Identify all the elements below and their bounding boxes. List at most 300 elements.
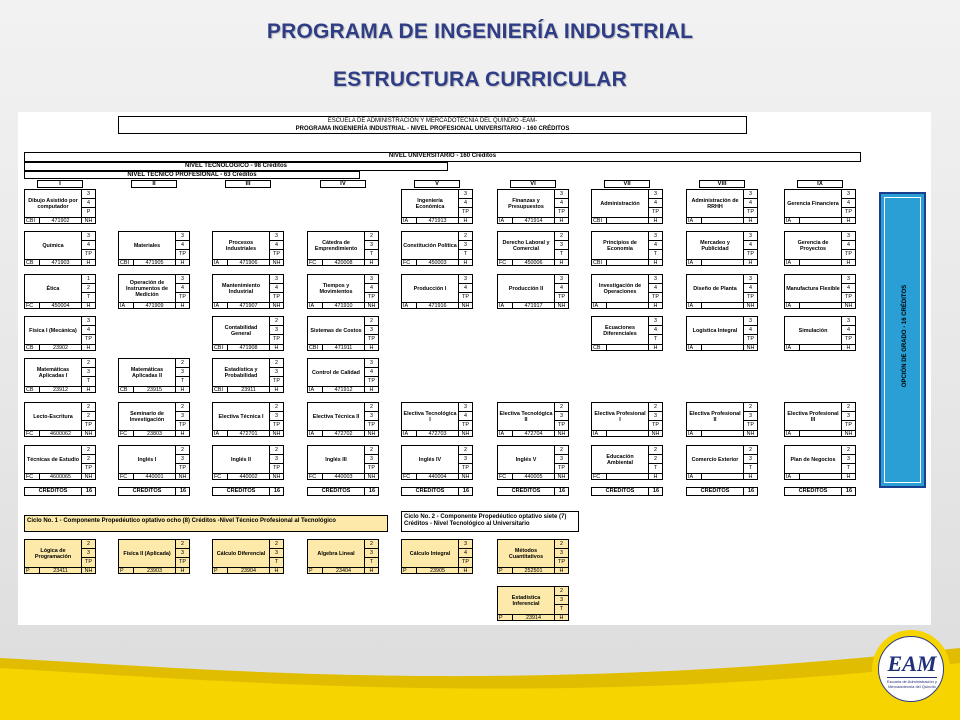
- course-hours: 4: [176, 284, 189, 293]
- course-footer: [308, 386, 378, 393]
- course-code: 4600062: [39, 431, 81, 437]
- course-box: [118, 274, 190, 309]
- course-modality: T: [559, 251, 564, 257]
- course-code: 471916: [416, 303, 458, 309]
- course-type: NH: [554, 303, 568, 309]
- course-area: CB: [26, 387, 34, 393]
- course-name: Electiva Técnica II: [312, 413, 360, 420]
- course-values: [648, 232, 662, 259]
- course-box: [24, 402, 96, 437]
- course-box: [401, 445, 473, 480]
- course-type: NH: [81, 218, 95, 224]
- course-credits: 3: [744, 232, 757, 241]
- course-hours: 4: [842, 326, 855, 335]
- semester-header-II: II: [131, 180, 177, 188]
- course-footer: [402, 302, 472, 309]
- course-modality: TP: [652, 422, 659, 428]
- course-area: P: [499, 568, 503, 574]
- course-values: [81, 540, 95, 567]
- course-footer: [308, 302, 378, 309]
- course-name: Algebra Lineal: [317, 550, 355, 557]
- course-code: [701, 218, 743, 224]
- course-values: [458, 446, 472, 473]
- course-values: [269, 540, 283, 567]
- course-box: [784, 189, 856, 224]
- course-area: IA: [786, 345, 792, 351]
- course-values: [81, 232, 95, 259]
- course-modality: TP: [179, 251, 186, 257]
- course-box: [497, 189, 569, 224]
- course-area: IA: [309, 387, 315, 393]
- course-name: Técnicas de Estudio: [26, 456, 80, 463]
- semester-header-VIII: VIII: [699, 180, 745, 188]
- course-box: [24, 445, 96, 480]
- course-hours: 4: [82, 199, 95, 208]
- course-values: [743, 232, 757, 259]
- course-values: [743, 317, 757, 344]
- course-name: Logística Integral: [692, 327, 738, 334]
- course-footer: [213, 473, 283, 480]
- credits-value: 16: [554, 488, 569, 495]
- course-code: 450004: [39, 303, 81, 309]
- course-credits: 2: [555, 540, 568, 549]
- course-name: Electiva Profesional III: [787, 410, 839, 423]
- course-box: [591, 189, 663, 224]
- ciclo1-banner: Ciclo No. 1 - Componente Propedéutico optativo ocho (8) Créditos -Nivel Técnico Profesional al Tecnológico: [24, 515, 388, 532]
- course-area: IA: [214, 260, 220, 266]
- course-footer: [25, 302, 95, 309]
- course-name: Dibujo Asistido por computador: [28, 197, 78, 210]
- course-values: [743, 190, 757, 217]
- course-credits: 2: [82, 359, 95, 368]
- course-type: H: [841, 345, 855, 351]
- course-hours: 4: [842, 284, 855, 293]
- course-hours: 4: [270, 241, 283, 250]
- course-footer: [592, 430, 662, 437]
- course-code: 471902: [39, 218, 81, 224]
- course-name: Investigación de Operaciones: [598, 282, 642, 295]
- course-area: IA: [214, 303, 220, 309]
- level-universitario: NIVEL UNIVERSITARIO - 160 Créditos: [24, 152, 861, 162]
- credits-value: 16: [81, 488, 96, 495]
- course-type: H: [554, 615, 568, 621]
- course-values: [175, 275, 189, 302]
- credits-cell: [497, 487, 569, 496]
- course-type: H: [458, 218, 472, 224]
- course-credits: 3: [459, 190, 472, 199]
- course-footer: [785, 259, 855, 266]
- course-area: IA: [688, 303, 694, 309]
- course-name: Cálculo Diferencial: [216, 550, 266, 557]
- course-code: [701, 260, 743, 266]
- course-type: NH: [364, 431, 378, 437]
- course-hours: 4: [744, 241, 757, 250]
- course-type: NH: [554, 474, 568, 480]
- course-footer: [119, 302, 189, 309]
- course-credits: 3: [744, 317, 757, 326]
- course-values: [648, 317, 662, 344]
- course-hours: 3: [365, 455, 378, 464]
- course-modality: T: [653, 465, 658, 471]
- course-footer: [498, 567, 568, 574]
- course-values: [554, 446, 568, 473]
- course-modality: T: [180, 378, 185, 384]
- course-credits: 2: [176, 403, 189, 412]
- course-code: 23912: [39, 387, 81, 393]
- course-footer: [498, 430, 568, 437]
- course-code: [799, 260, 841, 266]
- course-hours: 4: [649, 284, 662, 293]
- eam-logo: [872, 630, 950, 708]
- course-area: FC: [403, 474, 411, 480]
- credits-cell: [686, 487, 758, 496]
- course-area: FC: [403, 260, 411, 266]
- course-area: P: [403, 568, 407, 574]
- course-credits: 3: [649, 275, 662, 284]
- course-hours: 3: [176, 368, 189, 377]
- course-area: FC: [499, 260, 507, 266]
- course-modality: TP: [273, 465, 280, 471]
- course-name: Gerencia Financiera: [787, 200, 839, 207]
- course-code: 23914: [512, 615, 554, 621]
- course-values: [841, 446, 855, 473]
- course-values: [554, 540, 568, 567]
- course-footer: [785, 430, 855, 437]
- course-modality: TP: [273, 336, 280, 342]
- course-modality: TP: [85, 422, 92, 428]
- course-box: [307, 316, 379, 351]
- course-name: Tiempos y Movimientos: [319, 282, 353, 295]
- course-box: [591, 231, 663, 266]
- course-name: Mercadeo y Publicidad: [700, 239, 730, 252]
- course-area: CBI: [593, 218, 602, 224]
- course-modality: TP: [273, 378, 280, 384]
- course-values: [269, 403, 283, 430]
- course-credits: 2: [176, 359, 189, 368]
- course-box: [686, 445, 758, 480]
- course-credits: 2: [555, 232, 568, 241]
- course-modality: TP: [747, 336, 754, 342]
- course-footer: [213, 386, 283, 393]
- course-area: IA: [309, 431, 315, 437]
- course-footer: [25, 344, 95, 351]
- course-area: IA: [214, 431, 220, 437]
- course-box: [307, 402, 379, 437]
- course-footer: [119, 259, 189, 266]
- course-area: IA: [688, 218, 694, 224]
- opcion-grado-inner: [884, 197, 921, 483]
- course-credits: 2: [365, 232, 378, 241]
- course-modality: TP: [462, 465, 469, 471]
- course-footer: [687, 473, 757, 480]
- course-footer: [119, 473, 189, 480]
- course-footer: [498, 473, 568, 480]
- course-area: FC: [120, 431, 128, 437]
- course-area: FC: [26, 303, 34, 309]
- course-hours: 2: [649, 455, 662, 464]
- course-code: 23911: [227, 387, 269, 393]
- course-code: 252501: [512, 568, 554, 574]
- course-code: [799, 474, 841, 480]
- ciclo1-course-box: [118, 539, 190, 574]
- course-credits: 3: [744, 275, 757, 284]
- course-modality: TP: [747, 294, 754, 300]
- course-modality: TP: [462, 559, 469, 565]
- course-values: [269, 446, 283, 473]
- ciclo2-course-box: [401, 539, 473, 574]
- course-name: Plan de Negocios: [790, 456, 836, 463]
- course-credits: 3: [649, 190, 662, 199]
- course-name: Procesos Industriales: [225, 239, 257, 252]
- course-footer: [498, 302, 568, 309]
- course-name: Operación de Instrumentos de Medición: [126, 279, 168, 298]
- course-modality: T: [559, 606, 564, 612]
- course-hours: 4: [365, 368, 378, 377]
- credits-label: CRÉDITOS: [605, 488, 635, 494]
- course-box: [497, 231, 569, 266]
- credits-value: 16: [458, 488, 473, 495]
- credits-label: CRÉDITOS: [321, 488, 351, 494]
- course-credits: 2: [459, 446, 472, 455]
- course-values: [364, 359, 378, 386]
- course-hours: 3: [842, 455, 855, 464]
- course-type: H: [841, 474, 855, 480]
- page-subtitle: ESTRUCTURA CURRICULAR: [333, 68, 627, 91]
- course-modality: TP: [652, 209, 659, 215]
- course-type: NH: [364, 474, 378, 480]
- course-hours: 3: [270, 455, 283, 464]
- course-name: Manufactura Flexible: [786, 285, 840, 292]
- course-hours: 3: [459, 241, 472, 250]
- course-modality: TP: [747, 251, 754, 257]
- course-type: H: [175, 260, 189, 266]
- course-area: P: [214, 568, 218, 574]
- course-footer: [25, 473, 95, 480]
- course-code: [799, 345, 841, 351]
- course-code: 23915: [133, 387, 175, 393]
- course-area: IA: [786, 218, 792, 224]
- course-area: CB: [120, 387, 128, 393]
- course-type: NH: [364, 303, 378, 309]
- ciclo2-banner: Ciclo No. 2 - Componente Propedéutico optativo siete (7) Créditos - Nivel Tecnológico al Universitario: [401, 511, 579, 532]
- course-hours: 4: [459, 549, 472, 558]
- course-code: 471914: [512, 218, 554, 224]
- course-hours: 4: [270, 284, 283, 293]
- course-type: H: [458, 568, 472, 574]
- course-footer: [25, 430, 95, 437]
- course-footer: [687, 430, 757, 437]
- semester-header-V: V: [414, 180, 460, 188]
- semester-header-I: I: [37, 180, 83, 188]
- course-name: Derecho Laboral y Comercial: [502, 239, 550, 252]
- credits-label: CRÉDITOS: [511, 488, 541, 494]
- course-code: 472702: [322, 431, 364, 437]
- course-name: Electiva Tecnológica I: [403, 410, 457, 423]
- course-footer: [687, 217, 757, 224]
- semester-header-VII: VII: [604, 180, 650, 188]
- course-modality: TP: [85, 559, 92, 565]
- course-code: 471913: [416, 218, 458, 224]
- course-hours: 3: [270, 368, 283, 377]
- course-hours: 3: [270, 412, 283, 421]
- course-name: Inglés II: [230, 456, 252, 463]
- course-code: [701, 345, 743, 351]
- course-area: IA: [499, 431, 505, 437]
- course-credits: 2: [744, 446, 757, 455]
- course-box: [212, 402, 284, 437]
- course-name: Estadística y Probabilidad: [224, 366, 258, 379]
- course-name: Lecto-Escritura: [33, 413, 73, 420]
- course-type: NH: [458, 303, 472, 309]
- course-code: 23904: [227, 568, 269, 574]
- course-credits: 2: [270, 540, 283, 549]
- course-type: H: [81, 303, 95, 309]
- course-values: [458, 232, 472, 259]
- course-footer: [402, 259, 472, 266]
- opcion-grado-box: [879, 192, 926, 488]
- course-area: P: [309, 568, 313, 574]
- course-credits: 2: [744, 403, 757, 412]
- course-code: 420008: [322, 260, 364, 266]
- course-values: [269, 359, 283, 386]
- course-hours: 4: [459, 199, 472, 208]
- course-type: H: [81, 387, 95, 393]
- course-hours: 4: [649, 241, 662, 250]
- course-box: [307, 358, 379, 393]
- course-hours: 4: [744, 199, 757, 208]
- course-type: NH: [269, 474, 283, 480]
- course-values: [175, 540, 189, 567]
- course-code: 471907: [227, 303, 269, 309]
- course-credits: 3: [842, 275, 855, 284]
- eam-logo-text: EAM: [887, 651, 937, 676]
- course-credits: 1: [82, 275, 95, 284]
- course-area: CB: [593, 345, 601, 351]
- course-credits: 2: [365, 446, 378, 455]
- course-type: H: [648, 345, 662, 351]
- course-area: IA: [688, 260, 694, 266]
- course-name: Contabilidad General: [224, 324, 258, 337]
- course-code: 471910: [322, 303, 364, 309]
- course-area: IA: [786, 260, 792, 266]
- course-values: [269, 275, 283, 302]
- course-hours: 3: [744, 412, 757, 421]
- course-values: [175, 446, 189, 473]
- course-footer: [592, 217, 662, 224]
- course-credits: 2: [82, 540, 95, 549]
- course-values: [81, 403, 95, 430]
- course-area: IA: [403, 303, 409, 309]
- course-area: IA: [309, 303, 315, 309]
- course-area: FC: [120, 474, 128, 480]
- credits-label: CRÉDITOS: [226, 488, 256, 494]
- course-modality: TP: [558, 559, 565, 565]
- course-name: Control de Calidad: [312, 369, 360, 376]
- course-hours: 3: [176, 412, 189, 421]
- course-code: 471908: [227, 345, 269, 351]
- course-hours: 3: [555, 455, 568, 464]
- course-type: H: [81, 345, 95, 351]
- credits-label: CRÉDITOS: [38, 488, 68, 494]
- course-code: 23902: [39, 345, 81, 351]
- course-area: IA: [786, 474, 792, 480]
- course-name: Química: [42, 242, 64, 249]
- course-box: [212, 274, 284, 309]
- course-box: [401, 189, 473, 224]
- course-footer: [119, 386, 189, 393]
- course-type: H: [364, 345, 378, 351]
- footer-wave: [0, 628, 960, 720]
- course-code: 4600065: [39, 474, 81, 480]
- course-area: IA: [786, 303, 792, 309]
- course-hours: 4: [555, 284, 568, 293]
- course-modality: T: [274, 559, 279, 565]
- credits-cell: [118, 487, 190, 496]
- course-values: [364, 446, 378, 473]
- course-type: H: [743, 260, 757, 266]
- course-footer: [25, 567, 95, 574]
- course-modality: TP: [845, 422, 852, 428]
- course-credits: 3: [270, 275, 283, 284]
- course-credits: 2: [842, 403, 855, 412]
- eam-logo-line: [887, 677, 937, 678]
- course-modality: TP: [273, 294, 280, 300]
- course-footer: [25, 386, 95, 393]
- course-credits: 3: [459, 540, 472, 549]
- ciclo1-course-box: [24, 539, 96, 574]
- course-code: 440001: [133, 474, 175, 480]
- course-box: [24, 231, 96, 266]
- course-type: H: [743, 218, 757, 224]
- course-code: 23905: [416, 568, 458, 574]
- course-type: H: [554, 260, 568, 266]
- course-name: Electiva Tecnológica II: [499, 410, 553, 423]
- course-type: NH: [269, 260, 283, 266]
- course-code: 472703: [416, 431, 458, 437]
- course-area: CBI: [120, 260, 129, 266]
- credits-label: CRÉDITOS: [700, 488, 730, 494]
- course-values: [81, 359, 95, 386]
- course-modality: TP: [368, 378, 375, 384]
- course-footer: [592, 259, 662, 266]
- course-modality: TP: [85, 465, 92, 471]
- course-hours: 3: [365, 549, 378, 558]
- course-modality: TP: [462, 422, 469, 428]
- course-type: H: [175, 568, 189, 574]
- course-values: [841, 275, 855, 302]
- course-code: 23803: [133, 431, 175, 437]
- course-area: CB: [26, 260, 34, 266]
- course-footer: [308, 344, 378, 351]
- course-modality: TP: [273, 422, 280, 428]
- course-values: [554, 275, 568, 302]
- course-type: H: [364, 568, 378, 574]
- course-footer: [687, 302, 757, 309]
- course-name: Diseño de Planta: [693, 285, 737, 292]
- course-credits: 2: [555, 403, 568, 412]
- course-values: [81, 275, 95, 302]
- course-modality: TP: [179, 559, 186, 565]
- course-type: H: [175, 387, 189, 393]
- course-modality: TP: [368, 294, 375, 300]
- course-type: H: [554, 568, 568, 574]
- course-box: [307, 274, 379, 309]
- course-area: CBI: [214, 387, 223, 393]
- course-box: [118, 402, 190, 437]
- course-credits: 3: [649, 232, 662, 241]
- course-footer: [213, 567, 283, 574]
- course-type: NH: [175, 474, 189, 480]
